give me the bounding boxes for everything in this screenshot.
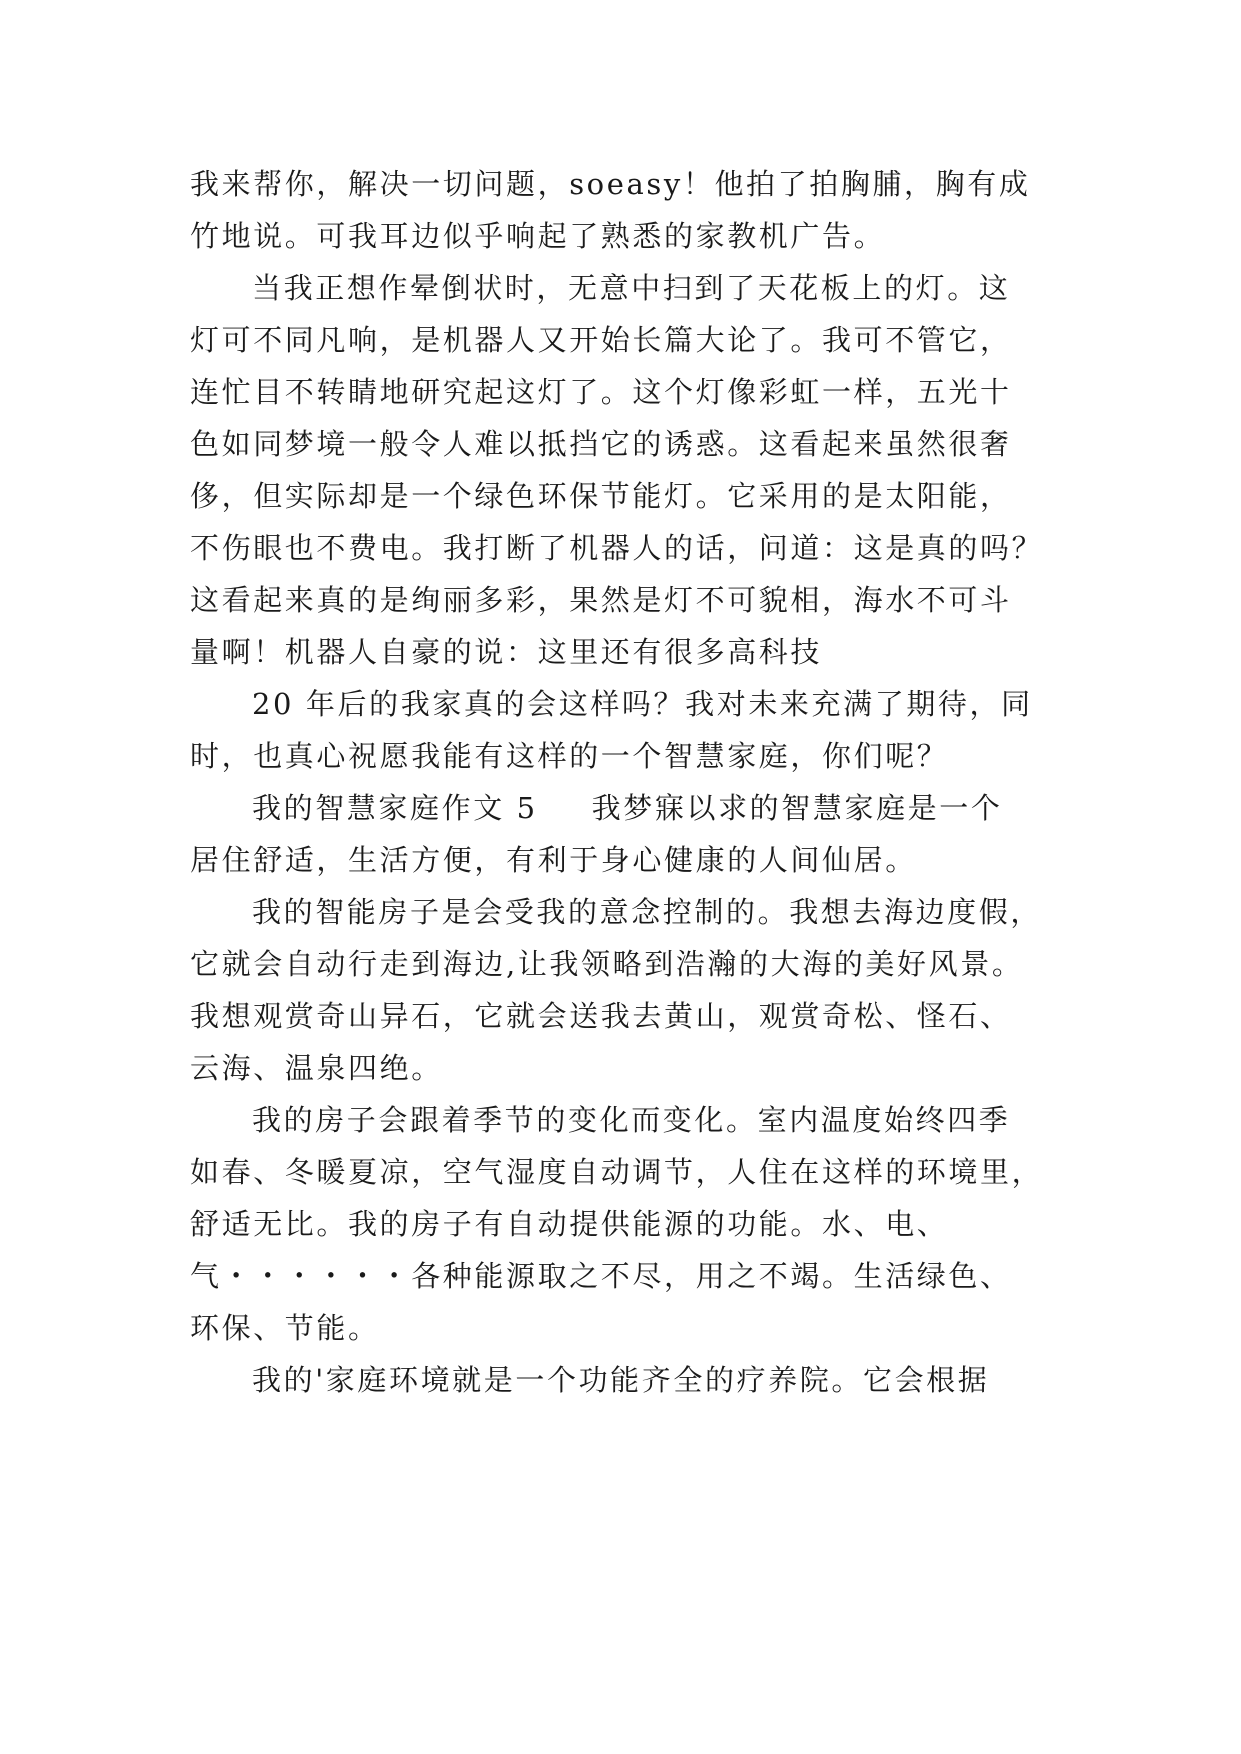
text-line-23: 环保、节能。 (190, 1311, 380, 1345)
text-line-9: 这看起来真的是绚丽多彩，果然是灯不可貌相，海水不可斗 (190, 583, 1012, 617)
text-line-4: 灯可不同凡响，是机器人又开始长篇大论了。我可不管它， (190, 323, 1012, 357)
text-line-2: 竹地说。可我耳边似乎响起了熟悉的家教机广告。 (190, 219, 886, 253)
text-line-5: 连忙目不转睛地研究起这灯了。这个灯像彩虹一样，五光十 (190, 375, 1012, 409)
text-line-19: 我的房子会跟着季节的变化而变化。室内温度始终四季 (252, 1103, 1011, 1137)
text-line-20: 如春、冬暖夏凉，空气湿度自动调节，人住在这样的环境里， (190, 1155, 1044, 1189)
text-line-11: 20 年后的我家真的会这样吗？我对未来充满了期待，同 (252, 687, 1033, 721)
essay-heading-line (190, 782, 1070, 834)
text-line-15: 我的智能房子是会受我的意念控制的。我想去海边度假， (252, 895, 1043, 929)
text-line-17: 我想观赏奇山异石，它就会送我去黄山，观赏奇松、怪石、 (190, 999, 1012, 1033)
text-line-22: 气・・・・・・各种能源取之不尽，用之不竭。生活绿色、 (190, 1259, 1012, 1293)
text-line-18: 云海、温泉四绝。 (190, 1051, 443, 1085)
text-line-7: 侈，但实际却是一个绿色环保节能灯。它采用的是太阳能， (190, 479, 1012, 513)
text-line-14: 居住舒适，生活方便，有利于身心健康的人间仙居。 (190, 843, 917, 877)
text-line-21: 舒适无比。我的房子有自动提供能源的功能。水、电、 (190, 1207, 949, 1241)
text-line-3: 当我正想作晕倒状时，无意中扫到了天花板上的灯。这 (252, 271, 1011, 305)
essay-heading: 我的智慧家庭作文 5 (252, 791, 538, 825)
text-line-6: 色如同梦境一般令人难以抵挡它的诱惑。这看起来虽然很奢 (190, 427, 1012, 461)
text-line-1: 我来帮你，解决一切问题，soeasy！他拍了拍胸脯，胸有成 (190, 167, 1031, 201)
text-line-12: 时，也真心祝愿我能有这样的一个智慧家庭，你们呢？ (190, 739, 949, 773)
text-line-10: 量啊！机器人自豪的说：这里还有很多高科技 (190, 635, 823, 669)
text-line-13-continuation: 我梦寐以求的智慧家庭是一个 (591, 791, 1003, 825)
text-line-24: 我的'家庭环境就是一个功能齐全的疗养院。它会根据 (252, 1363, 990, 1397)
text-line-16: 它就会自动行走到海边,让我领略到浩瀚的大海的美好风景。 (190, 947, 1024, 981)
document-page (190, 158, 1070, 1406)
text-line-8: 不伤眼也不费电。我打断了机器人的话，问道：这是真的吗？ (190, 531, 1044, 565)
